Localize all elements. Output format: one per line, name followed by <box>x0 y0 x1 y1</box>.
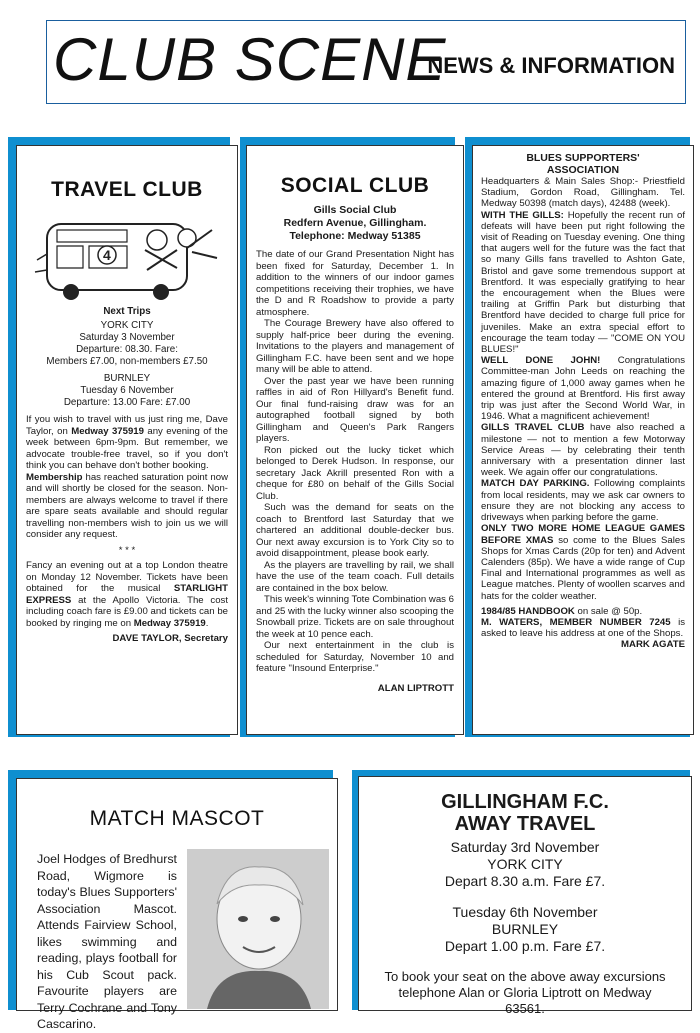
away-trip2-date: Tuesday 6th November <box>452 904 598 920</box>
away-travel-panel <box>358 776 692 1016</box>
away-travel-booking: To book your seat on the above away excursions telephone Alan or Gloria Liptrott on Medway 63561. <box>384 969 666 1016</box>
social-club-signature: ALAN LIPTROTT <box>377 682 454 694</box>
supporters-title-line2: ASSOCIATION <box>546 164 620 176</box>
away-trip1-city: YORK CITY <box>487 856 563 872</box>
supporters-signature: MARK AGATE <box>621 639 685 651</box>
travel-club-text: If you wish to travel with us just ring me, Dave Taylor, on Medway 375919 any evening of the week between 6pm-9pm. But remember, we advocate trouble-free travel, so if you don't think you can behave don't bother booking. Membership has reached saturation point now and will shortly be closed for the season. Non-members are always welcome to travel if there are spare seats available and should regular travelling non-members wish to join us we will consider any request. * * * Fancy an evening out at a top London theatre on Monday 12 November. Tickets have been obtained for the musical STARLIGHT EXPRESS at the Apollo Victoria. The cost including coach fare is £9.00 and tickets can be booked by ringing me on Medway 375919. <box>26 414 229 629</box>
page-title: CLUB SCENE <box>53 26 447 93</box>
travel-club-panel <box>16 145 238 735</box>
away-trip1-date: Saturday 3rd November <box>450 839 600 855</box>
travel-club-title: TRAVEL CLUB <box>51 178 203 201</box>
next-trips-label: Next Trips <box>103 306 151 317</box>
supporters-title-line1: BLUES SUPPORTERS' <box>526 152 640 164</box>
trip2-date: Tuesday 6 November <box>80 385 174 396</box>
social-club-address: Redfern Avenue, Gillingham. <box>283 217 427 229</box>
away-trip2-city: BURNLEY <box>491 921 559 937</box>
stars-divider: * * * <box>118 544 136 556</box>
social-club-name: Gills Social Club <box>313 204 397 216</box>
social-club-panel <box>246 145 464 735</box>
away-trip1-depart: Depart 8.30 a.m. Fare £7. <box>444 873 606 889</box>
social-club-telephone: Telephone: Medway 51385 <box>289 230 421 242</box>
away-trip2-depart: Depart 1.00 p.m. Fare £7. <box>444 938 606 954</box>
page-subtitle: NEWS & INFORMATION <box>427 53 675 78</box>
trip1-departure: Departure: 08.30. Fare: <box>76 344 178 355</box>
trip1-date: Saturday 3 November <box>79 332 175 343</box>
travel-club-signature: DAVE TAYLOR, Secretary <box>112 633 228 644</box>
trip2-city: BURNLEY <box>103 373 151 384</box>
away-travel-title-line2: AWAY TRAVEL <box>454 813 596 835</box>
supporters-panel <box>472 145 694 735</box>
header-banner <box>46 20 686 104</box>
mascot-photo <box>187 849 329 1009</box>
mascot-text: Joel Hodges of Bredhurst Road, Wigmore is today's Blues Supporters' Association Mascot. Attends Fairview School, likes swimming and reading, plays football for his Cub Scout pack. Favourite players are Terry Cochrane and Tony Cascarino. <box>37 852 177 1031</box>
mascot-panel <box>16 778 338 1031</box>
trip1-city: YORK CITY <box>100 320 154 331</box>
social-club-text: The date of our Grand Presentation Night has been fixed for Saturday, December 1. In addition to the winners of our indoor games competitions receiving their trophies, we have the D and R Roadshow to provide a party atmosphere. The Courage Brewery have also offered to supply half-price beer during the evening. Invitations to the players and management of Gillingham F.C. have been sent and we hope many will be able to attend. Over the past year we have been running raffles in aid of Ron Hillyard's Benefit fund. Our final fund-raising draw was for an autographed football signed by both Gillingham and Queen's Park Rangers players. Ron picked out the lucky ticket which belonged to Derek Hudson. In response, our secretary Jack Akrill presented Ron with a cheque for £80 on behalf of the Gills Social Club. Such was the demand for seats on the coach to Brentford last Saturday that we chartered an additional double-decker bus. Our next away excursion is to York City so to avoid disappointment, please book early. As the players are travelling by rail, we shall have the use of the team coach. Full details are contained in the box below. This week's winning Tote Combination was 6 and 25 with the lucky winner also scooping the Snowball prize. Tickets are on sale throughout the week at 10 pence each. Our next entertainment in the club is scheduled for Saturday, November 10 and feature "Insound Enterprise." <box>256 249 454 674</box>
trip2-departure: Departure: 13.00 Fare: £7.00 <box>63 397 191 408</box>
svg-text:4: 4 <box>103 247 111 263</box>
social-club-title: SOCIAL CLUB <box>280 174 430 197</box>
supporters-text: Headquarters & Main Sales Shop:- Priestfield Stadium, Gordon Road, Gillingham. Tel. Medway 50398 (match days), 42488 (week). WITH THE GILLS: Hopefully the recent run of defeats will have been put right following the visit of Reading on Tuesday evening. One thing that augers well for the future was the fact that so many Gills fans travelled to Ashton Gate, Bristol and gave some tremendous support at Brentford. It was especially gratifying to hear the encouragement when the Blues were trailing at Griffin Park but disturbing that Brentford have decided to charge full price for juveniles. Make an extra special effort to encourage the team today — "COME ON YOU BLUES!" WELL DONE JOHN! Congratulations Committee-man John Leeds on reaching the amazing figure of 1,000 away games when he entered the ground at Brentford. His first away trip was just after the Second World War, in 1946. What a magnificent achievement! GILLS TRAVEL CLUB have also reached a milestone — not to mention a few Motorway Service Areas — by celebrating their tenth anniversary with a presentation dinner last week. We again offer our congratulations. MATCH DAY PARKING. Following complaints from local residents, may we ask car owners to ensure they are not blocking any access to driveways when parking before the game. ONLY TWO MORE HOME LEAGUE GAMES BEFORE XMAS so come to the Blues Sales Shops for Xmas Cards (20p for ten) and Advent Calenders (85p). We have a wide range of Cup Final and International programmes as well as League matches. Plenty of woollen scarves and hats for the colder weather. 1984/85 HANDBOOK on sale @ 50p. M. WATERS, MEMBER NUMBER 7245 is asked to leave his address at one of the Shops. <box>481 176 686 640</box>
away-travel-title-line1: GILLINGHAM F.C. <box>441 791 609 813</box>
mascot-title: MATCH MASCOT <box>89 807 265 830</box>
coach-cartoon <box>27 210 227 302</box>
trip1-fares: Members £7.00, non-members £7.50 <box>46 356 208 367</box>
